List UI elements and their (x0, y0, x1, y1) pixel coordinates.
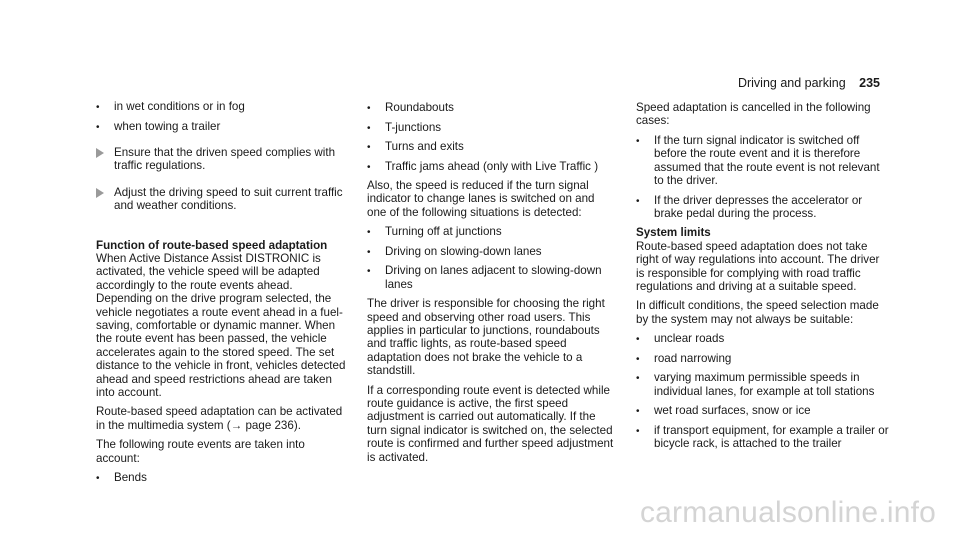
list-item: • unclear roads (636, 332, 890, 345)
list-item: • Roundabouts (367, 101, 617, 114)
list-item: • if transport equipment, for example a trailer or bicycle rack, is attached to the trailer (636, 424, 890, 451)
section-title: Driving and parking (737, 76, 846, 90)
section-heading: System limits (636, 226, 711, 240)
instruction-step: Ensure that the driven speed complies with traffic regulations. (96, 146, 348, 173)
list-item: • T-junctions (367, 121, 617, 134)
bullet-icon (367, 105, 374, 112)
bullet-icon (367, 249, 374, 256)
paragraph: Also, the speed is reduced if the turn signal indicator to change lanes is switched on and one of the following situations is detected: (367, 179, 595, 219)
list-item: • when towing a trailer (96, 120, 348, 133)
list-item: • in wet conditions or in fog (96, 100, 348, 113)
page-header (738, 76, 880, 90)
column-2 (367, 101, 617, 470)
list-item: • Bends (96, 471, 348, 484)
list-item: • road narrowing (636, 352, 890, 365)
list-item: • If the turn signal indicator is switched off before the route event and it is therefore assumed that the route event is not relevant to the driver. (636, 134, 890, 188)
column-3 (636, 101, 890, 457)
list-item: • Turning off at junctions (367, 225, 617, 238)
bullet-icon (367, 125, 374, 132)
list-item: • varying maximum permissible speeds in individual lanes, for example at toll stations (636, 371, 890, 398)
list-item: • If the driver depresses the accelerator or brake pedal during the process. (636, 194, 890, 221)
bullet-icon (636, 336, 643, 343)
paragraph: The driver is responsible for choosing the right speed and observing other road users. This applies in particular to junctions, roundabouts and traffic lights, as route-based speed adaptation does not brake the vehicle to a standstill. (367, 297, 605, 378)
bullet-icon (636, 375, 643, 382)
column-1 (96, 100, 348, 491)
paragraph: Speed adaptation is cancelled in the following cases: (636, 101, 871, 128)
situation-list (367, 225, 617, 291)
paragraph: When Active Distance Assist DISTRONIC is activated, the vehicle speed will be adapted accordingly to the route events ahead. Depending on the drive program selected, the vehicle negotiates a route event ahead in a fuel-saving, comfortable or dynamic manner. When the route event has been passed, the vehicle accelerates again to the stored speed. The set distance to the vehicle in front, vehicles detected ahead and speed restrictions ahead are taken into account. (96, 251, 346, 399)
list-item: • Driving on slowing-down lanes (367, 245, 617, 258)
watermark: carmanualsonline.info (639, 496, 936, 529)
bullet-icon (96, 124, 103, 131)
bullet-icon (636, 408, 643, 415)
bullet-icon (96, 104, 103, 111)
section-heading: Function of route-based speed adaptation (96, 238, 328, 252)
bullet-icon (636, 356, 643, 363)
triangle-arrow-icon (96, 148, 104, 158)
bullet-icon (367, 144, 374, 151)
list-item: • Traffic jams ahead (only with Live Traffic ) (367, 160, 617, 173)
bullet-icon (636, 428, 643, 435)
condition-list (96, 100, 348, 133)
page-number: 235 (859, 76, 880, 90)
bullet-icon (367, 164, 374, 171)
instruction-step: Adjust the driving speed to suit current traffic and weather conditions. (96, 186, 348, 213)
paragraph: The following route events are taken into account: (96, 438, 305, 465)
paragraph: Route-based speed adaptation does not take right of way regulations into account. The driver is responsible for complying with road traffic regulations and driving at a suitable speed. (636, 239, 880, 294)
list-item: • wet road surfaces, snow or ice (636, 404, 890, 417)
cancellation-cases-list (636, 134, 890, 221)
list-item: • Driving on lanes adjacent to slowing-down lanes (367, 264, 617, 291)
paragraph: If a corresponding route event is detected while route guidance is active, the first speed adjustment is carried out automatically. If the turn signal indicator is switched on, the selected route is confirmed and further speed adjustment is activated. (367, 383, 614, 464)
bullet-icon (636, 138, 643, 145)
bullet-icon (636, 198, 643, 205)
bullet-icon (96, 475, 103, 482)
bullet-icon (367, 229, 374, 236)
system-limits-list (636, 332, 890, 450)
route-events-list-continued (367, 101, 617, 173)
route-events-list (96, 471, 348, 484)
paragraph-with-page-reference: Route-based speed adaptation can be activated in the multimedia system (→ page 236). (96, 405, 343, 432)
triangle-arrow-icon (96, 188, 104, 198)
list-item: • Turns and exits (367, 140, 617, 153)
paragraph: In difficult conditions, the speed selection made by the system may not always be suitable: (636, 299, 879, 326)
bullet-icon (367, 268, 374, 275)
